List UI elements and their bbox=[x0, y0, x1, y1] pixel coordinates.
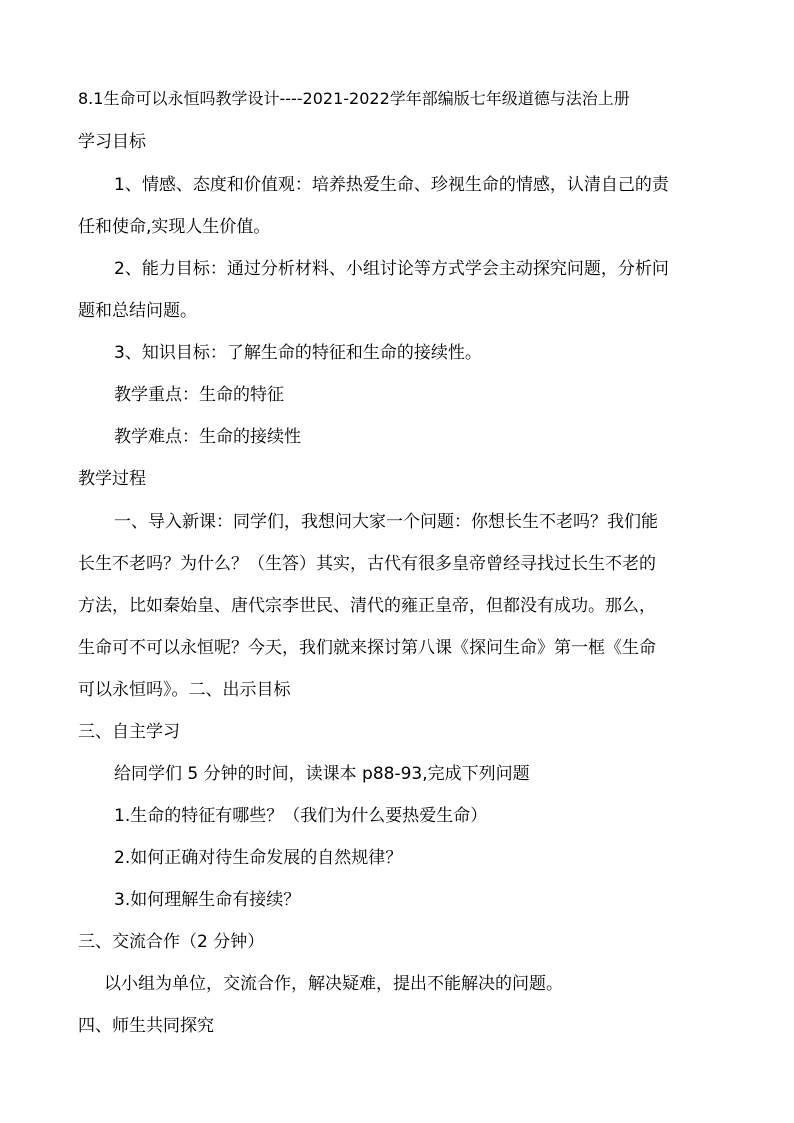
intro-line-2: 长生不老吗？为什么？（生答）其实，古代有很多皇帝曾经寻找过长生不老的 bbox=[78, 554, 656, 574]
intro-line-4: 生命可不可以永恒呢？今天，我们就来探讨第八课《探问生命》第一框《生命 bbox=[78, 638, 656, 658]
objective-1-line-2: 任和使命,实现人生价值。 bbox=[78, 217, 271, 237]
objectives-heading: 学习目标 bbox=[78, 132, 146, 152]
question-2: 2.如何正确对待生命发展的自然规律？ bbox=[114, 848, 403, 868]
self-study-heading: 三、自主学习 bbox=[78, 722, 180, 742]
question-1: 1.生命的特征有哪些？（我们为什么要热爱生命） bbox=[114, 806, 488, 826]
explore-heading: 四、师生共同探究 bbox=[78, 1016, 214, 1036]
intro-line-5: 可以永恒吗》。二、出示目标 bbox=[78, 680, 291, 700]
question-3: 3.如何理解生命有接续？ bbox=[114, 890, 301, 910]
cooperation-text: 以小组为单位，交流合作，解决疑难，提出不能解决的问题。 bbox=[104, 974, 563, 994]
objective-2-line-2: 题和总结问题。 bbox=[78, 301, 197, 321]
objective-2-line-1: 2、能力目标：通过分析材料、小组讨论等方式学会主动探究问题，分析问 bbox=[114, 259, 669, 279]
objective-1-line-1: 1、情感、态度和价值观：培养热爱生命、珍视生命的情感，认清自己的责 bbox=[114, 175, 669, 195]
document-title: 8.1生命可以永恒吗教学设计----2021-2022学年部编版七年级道德与法治上册 bbox=[78, 89, 630, 108]
intro-line-3: 方法，比如秦始皇、唐代宗李世民、清代的雍正皇帝，但都没有成功。那么， bbox=[78, 596, 656, 616]
process-heading: 教学过程 bbox=[78, 469, 146, 489]
key-point: 教学重点：生命的特征 bbox=[114, 385, 284, 405]
difficult-point: 教学难点：生命的接续性 bbox=[114, 427, 301, 447]
intro-line-1: 一、导入新课：同学们，我想问大家一个问题：你想长生不老吗？我们能 bbox=[114, 512, 658, 532]
cooperation-heading: 三、交流合作（2 分钟） bbox=[78, 932, 265, 952]
self-study-instruction: 给同学们 5 分钟的时间，读课本 p88-93,完成下列问题 bbox=[114, 764, 530, 784]
objective-3: 3、知识目标：了解生命的特征和生命的接续性。 bbox=[114, 343, 482, 363]
